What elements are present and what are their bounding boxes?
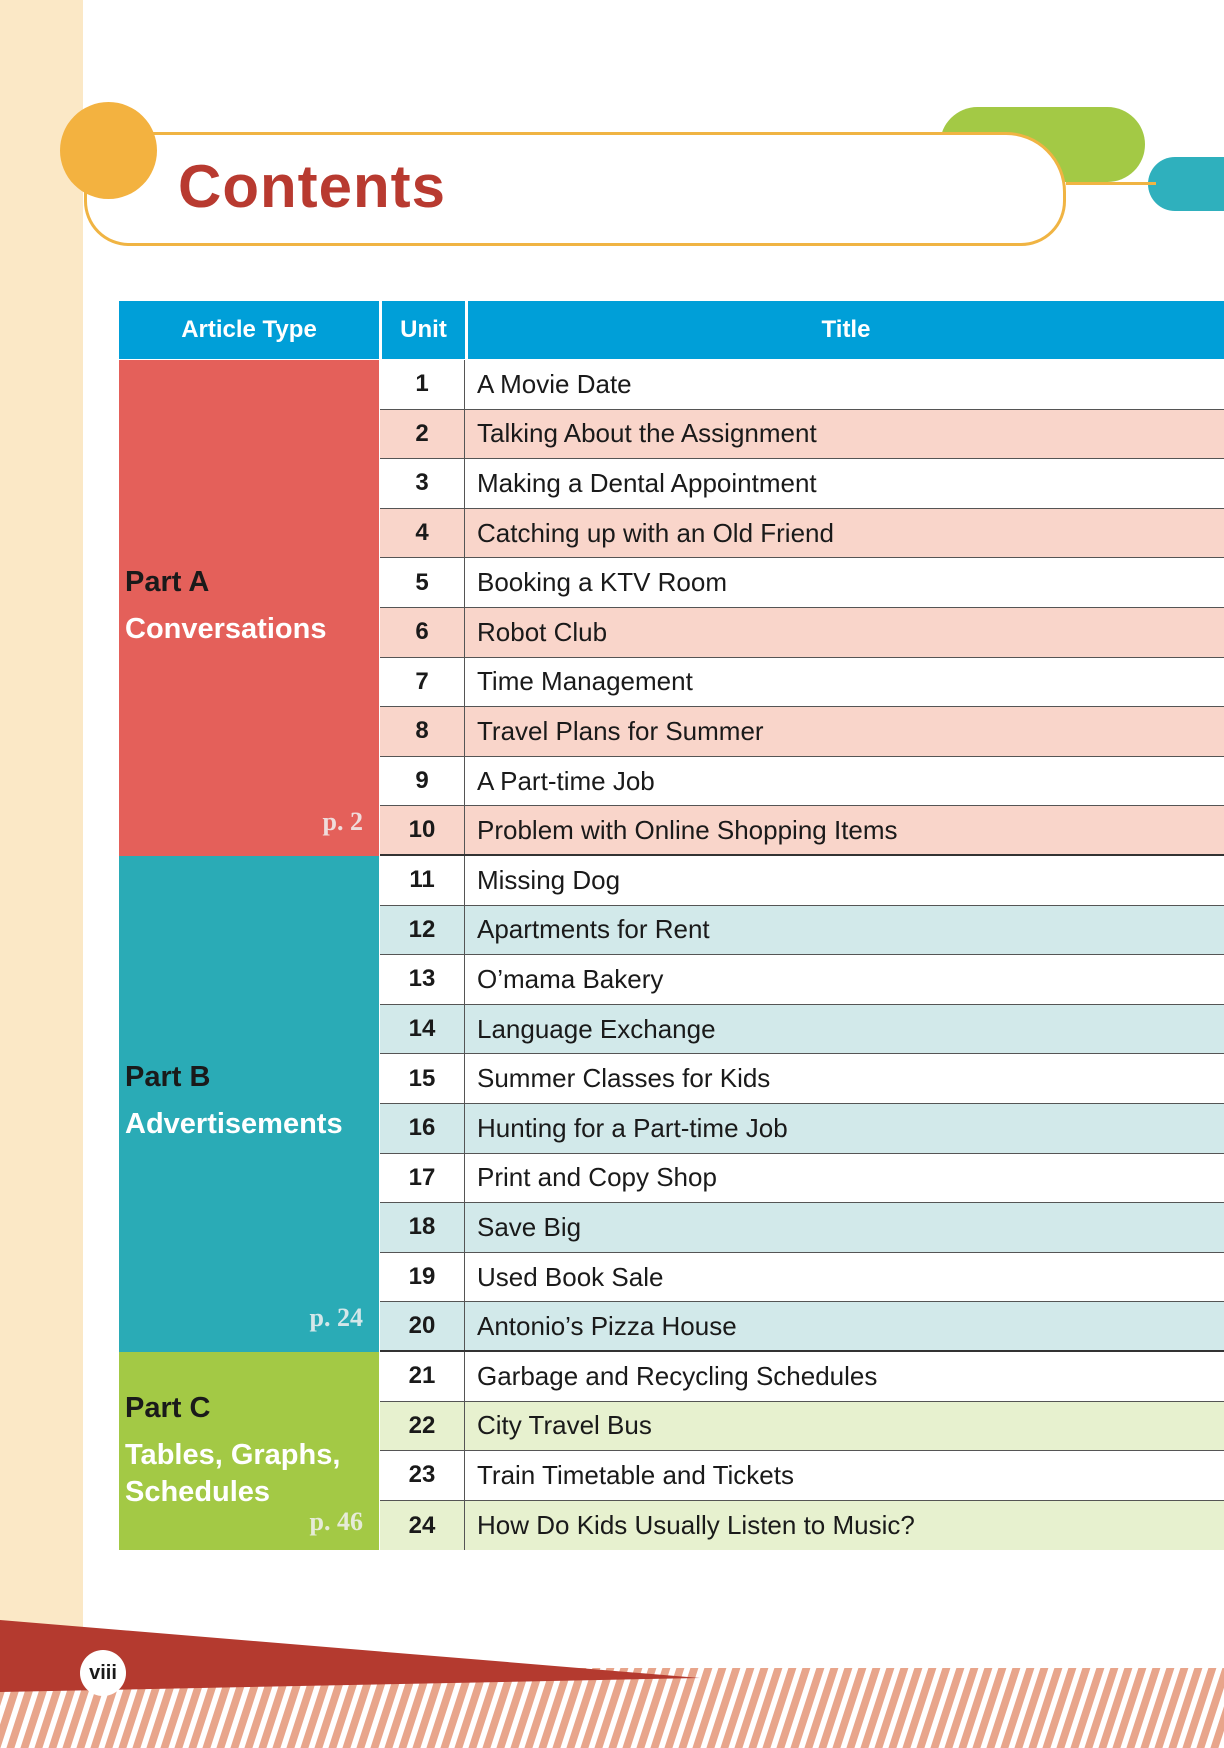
table-row — [380, 360, 1224, 410]
table-row — [380, 1402, 1224, 1452]
table-row — [380, 856, 1224, 906]
unit-number: 8 — [380, 707, 465, 756]
unit-number: 16 — [380, 1104, 465, 1153]
column-header-unit: Unit — [380, 301, 465, 359]
part-a-type: Conversations — [125, 613, 327, 645]
part-a-block — [119, 360, 379, 856]
part-c-type-line-2: Schedules — [125, 1476, 271, 1508]
unit-number: 3 — [380, 459, 465, 508]
unit-title: Catching up with an Old Friend — [465, 509, 1224, 558]
unit-title: City Travel Bus — [465, 1402, 1224, 1451]
unit-number: 12 — [380, 906, 465, 955]
unit-number: 2 — [380, 410, 465, 459]
unit-title: Booking a KTV Room — [477, 567, 728, 598]
part-c-block — [119, 1352, 379, 1550]
unit-number: 17 — [380, 1154, 465, 1203]
table-row — [380, 608, 1224, 658]
unit-number: 24 — [380, 1501, 465, 1551]
unit-title: O’mama Bakery — [477, 963, 664, 994]
unit-number: 14 — [380, 1005, 465, 1054]
unit-number: 5 — [380, 558, 465, 607]
unit-number: 9 — [380, 757, 465, 806]
table-row — [380, 410, 1224, 460]
unit-title: Apartments for Rent — [465, 906, 1224, 955]
unit-number: 1 — [380, 360, 465, 409]
table-row — [380, 558, 1224, 608]
unit-title: Train Timetable and Tickets — [477, 1459, 794, 1490]
unit-number: 19 — [380, 1253, 465, 1302]
unit-title: Hunting for a Part-time Job — [465, 1104, 1224, 1153]
table-row — [380, 509, 1224, 559]
part-a-label: Part A — [125, 566, 210, 598]
unit-number: 21 — [380, 1352, 465, 1401]
table-row — [380, 1501, 1224, 1551]
part-c-type-line-1: Tables, Graphs, — [125, 1439, 341, 1471]
footer-decoration — [0, 1620, 1224, 1748]
unit-title: Used Book Sale — [477, 1261, 664, 1292]
part-b-block — [119, 856, 379, 1352]
page-title: Contents — [178, 153, 446, 220]
unit-number: 7 — [380, 658, 465, 707]
unit-number: 22 — [380, 1402, 465, 1451]
unit-number: 11 — [380, 856, 465, 905]
unit-number: 20 — [380, 1302, 465, 1350]
table-row — [380, 658, 1224, 708]
title-connector-line — [1066, 182, 1156, 185]
table-row — [380, 707, 1224, 757]
table-row — [380, 1005, 1224, 1055]
table-row — [380, 459, 1224, 509]
unit-title: Summer Classes for Kids — [477, 1063, 771, 1094]
unit-number: 13 — [380, 955, 465, 1004]
unit-title: Robot Club — [465, 608, 1224, 657]
unit-number: 10 — [380, 806, 465, 854]
unit-number: 4 — [380, 509, 465, 558]
unit-title: Time Management — [477, 666, 693, 697]
unit-title: Language Exchange — [465, 1005, 1224, 1054]
unit-title: Making a Dental Appointment — [477, 467, 817, 498]
column-header-title: Title — [466, 301, 1224, 359]
table-row — [380, 806, 1224, 856]
table-row — [380, 1352, 1224, 1402]
unit-number: 23 — [380, 1451, 465, 1500]
unit-title: Print and Copy Shop — [477, 1162, 717, 1193]
unit-title: Problem with Online Shopping Items — [465, 806, 1224, 854]
part-b-page-ref: p. 24 — [309, 1303, 363, 1332]
column-header-article-type: Article Type — [119, 301, 379, 359]
unit-title: Travel Plans for Summer — [465, 707, 1224, 756]
page-number: viii — [80, 1650, 126, 1696]
unit-title: Talking About the Assignment — [465, 410, 1224, 459]
table-row — [380, 1154, 1224, 1204]
table-row — [380, 757, 1224, 807]
table-row — [380, 1203, 1224, 1253]
table-row — [380, 1104, 1224, 1154]
orange-circle-decoration — [60, 102, 157, 199]
unit-title: Missing Dog — [477, 864, 621, 895]
table-row — [380, 1054, 1224, 1104]
unit-title: Antonio’s Pizza House — [465, 1302, 1224, 1350]
unit-number: 18 — [380, 1203, 465, 1252]
unit-number: 6 — [380, 608, 465, 657]
teal-decoration — [1148, 157, 1224, 211]
table-row — [380, 955, 1224, 1005]
part-b-label: Part B — [125, 1061, 211, 1093]
part-a-page-ref: p. 2 — [322, 807, 363, 836]
table-row — [380, 1302, 1224, 1352]
part-c-page-ref: p. 46 — [309, 1507, 363, 1536]
unit-title: Garbage and Recycling Schedules — [477, 1360, 878, 1391]
part-b-type: Advertisements — [125, 1108, 343, 1140]
table-row — [380, 906, 1224, 956]
part-c-label: Part C — [125, 1392, 211, 1424]
unit-number: 15 — [380, 1054, 465, 1103]
unit-title: Save Big — [465, 1203, 1224, 1252]
unit-title: A Part-time Job — [477, 765, 655, 796]
table-row — [380, 1451, 1224, 1501]
unit-title: How Do Kids Usually Listen to Music? — [465, 1501, 1224, 1551]
unit-title: A Movie Date — [477, 368, 632, 399]
table-row — [380, 1253, 1224, 1303]
